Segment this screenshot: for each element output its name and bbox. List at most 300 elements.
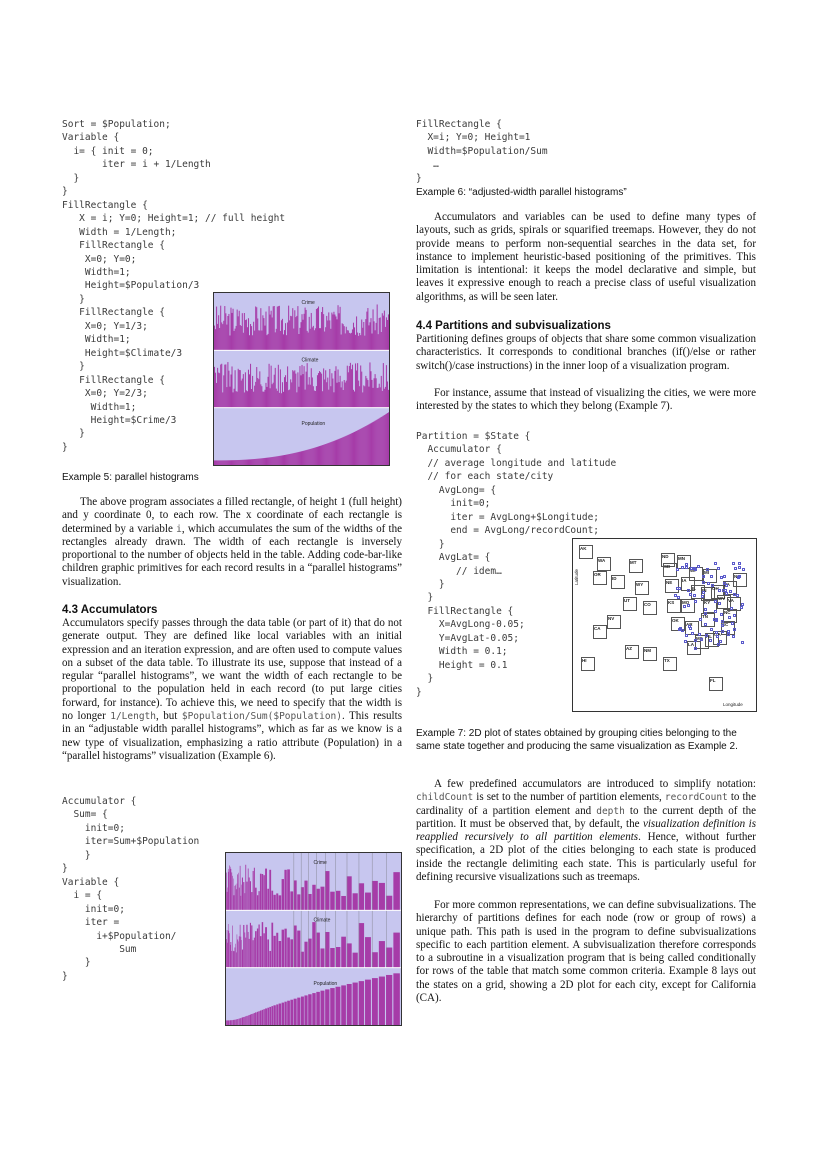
histogram-bar [284, 330, 285, 350]
histogram-bar [218, 315, 219, 350]
histogram-bar [229, 869, 230, 910]
histogram-bar [262, 315, 263, 350]
city-mark [715, 631, 718, 634]
histogram-bar [295, 453, 296, 465]
histogram-bar [324, 332, 325, 351]
histogram-bar [243, 374, 244, 408]
code-line: Width=$Population/Sum [416, 145, 548, 157]
city-mark [717, 567, 720, 570]
histogram-bar [366, 312, 367, 351]
histogram-bar [300, 451, 301, 465]
city-mark [723, 575, 726, 578]
para-text: , but [156, 710, 182, 723]
histogram-bar [369, 424, 370, 465]
emphasis: visualization definition is reapplied recursively to all partition elements [416, 817, 756, 844]
histogram-bar [306, 450, 307, 465]
histogram-bar [287, 323, 288, 351]
histogram-bar [239, 370, 240, 408]
histogram-bar [290, 891, 293, 910]
city-mark [721, 620, 724, 623]
city-mark [714, 562, 717, 565]
histogram-bar [290, 939, 293, 967]
histogram-bar [337, 319, 338, 350]
histogram-bar [289, 320, 290, 350]
state-label: WV [718, 596, 726, 601]
histogram-bar [247, 327, 248, 350]
histogram-bar [330, 442, 331, 465]
histogram-bar [234, 460, 235, 465]
histogram-bar [329, 320, 330, 350]
histogram-bar [288, 390, 289, 408]
histogram-bar [312, 993, 315, 1025]
histogram-bar [279, 895, 282, 910]
histogram-bar [307, 450, 308, 465]
state-label: CA [594, 626, 601, 631]
histogram-bar [242, 313, 243, 350]
inline-code: depth [596, 805, 625, 817]
histogram-bar [258, 891, 259, 910]
histogram-bar [352, 365, 353, 408]
histogram-bar [271, 457, 272, 465]
histogram-bar [287, 1001, 290, 1025]
histogram-bar [239, 460, 240, 465]
state-label: OK [672, 618, 679, 623]
histogram-bar [341, 438, 342, 465]
histogram-bar [270, 457, 271, 465]
histogram-bar [261, 331, 262, 351]
histogram-bar [334, 315, 335, 351]
histogram-bar [283, 455, 284, 465]
histogram-bar [288, 454, 289, 465]
histogram-bar [237, 310, 238, 351]
histogram-bar [329, 369, 330, 408]
histogram-bar [319, 446, 320, 465]
histogram-bar [359, 883, 364, 910]
histogram-bar [215, 373, 216, 408]
histogram-bar [393, 933, 399, 968]
histogram-bar [353, 893, 358, 910]
paragraph-accumulators [62, 617, 402, 763]
histogram-bar [265, 927, 267, 967]
histogram-bar [308, 894, 311, 910]
histogram-bar [221, 460, 222, 465]
histogram-bar [260, 1011, 262, 1025]
panel-divider [226, 967, 401, 968]
histogram-bar [227, 316, 228, 350]
histogram-bar [258, 459, 259, 465]
histogram-bar [249, 374, 250, 407]
histogram-bar [290, 1000, 293, 1025]
histogram-bar [250, 364, 251, 408]
histogram-bar [372, 423, 373, 465]
histogram-bar [330, 329, 331, 351]
histogram-bar [241, 326, 242, 350]
histogram-bar [257, 378, 258, 408]
state-label: MN [678, 556, 685, 561]
histogram-bar [333, 312, 334, 351]
city-mark [676, 568, 679, 571]
histogram-bar [246, 460, 247, 465]
histogram-bar [323, 368, 324, 407]
histogram-bar [268, 458, 269, 465]
code-line: X=0; Y=2/3; [62, 388, 148, 400]
histogram-bar [230, 375, 231, 408]
histogram-bar [293, 453, 294, 465]
state-label: IN [702, 588, 707, 593]
histogram-bar [251, 459, 252, 465]
histogram-bar [230, 308, 231, 351]
histogram-bar [251, 326, 252, 350]
histogram-bar [248, 370, 249, 408]
city-mark [741, 603, 744, 606]
histogram-bar [277, 456, 278, 465]
histogram-bar [340, 438, 341, 465]
state-label: NV [608, 616, 615, 621]
histogram-bar [225, 460, 226, 465]
histogram-bar [347, 876, 352, 910]
histogram-bar [215, 460, 216, 465]
histogram-bar [229, 1020, 230, 1025]
histogram-bar [239, 888, 240, 911]
histogram-bar [310, 329, 311, 351]
paragraph-above-program [62, 496, 402, 589]
histogram-bar [352, 433, 353, 465]
histogram-bar [251, 389, 252, 408]
histogram-bar [332, 441, 333, 465]
histogram-bar [312, 922, 315, 968]
histogram-bar [289, 454, 290, 465]
histogram-bar [224, 460, 225, 465]
panel-label: Population [313, 980, 338, 987]
histogram-bar [287, 869, 290, 910]
histogram-bar [305, 308, 306, 351]
code-line: Accumulator { [62, 796, 137, 807]
histogram-bar [300, 322, 301, 350]
histogram-bar [318, 373, 319, 408]
histogram-bar [283, 334, 284, 350]
histogram-bar [334, 441, 335, 465]
city-mark [720, 576, 723, 579]
state-label: KY [704, 600, 711, 605]
histogram-bar-edge [301, 910, 302, 967]
histogram-bar [285, 455, 286, 465]
histogram-bar [347, 943, 352, 967]
histogram-bar [279, 306, 280, 351]
histogram-bar [234, 389, 235, 408]
histogram-bar [218, 460, 219, 465]
histogram-bar [222, 324, 223, 350]
histogram-bar [349, 366, 350, 408]
histogram-bar [360, 365, 361, 407]
histogram-bar [246, 319, 247, 350]
code-line: } [62, 293, 85, 305]
histogram-bar [240, 370, 241, 408]
histogram-bar [214, 367, 215, 408]
histogram-bar [230, 942, 231, 968]
histogram-bar [315, 447, 316, 465]
code-line: // idem… [416, 565, 502, 577]
city-mark [684, 640, 687, 643]
histogram-svg [226, 853, 401, 1025]
histogram-bar [295, 374, 296, 408]
histogram-bar [245, 893, 246, 910]
histogram-bar [368, 424, 369, 465]
histogram-bar [254, 938, 255, 968]
histogram-bar [257, 929, 258, 968]
histogram-bar [359, 923, 364, 968]
histogram-bar [287, 454, 288, 465]
histogram-bar [366, 378, 367, 407]
histogram-bar [263, 318, 264, 350]
histogram-bar [387, 320, 388, 350]
histogram-bar [382, 313, 383, 350]
histogram-bar [324, 380, 325, 408]
city-mark [733, 628, 736, 631]
histogram-bar [235, 1020, 236, 1025]
histogram-bar [241, 885, 242, 911]
histogram-bar [264, 390, 265, 408]
para-text: A few predefined accumulators are introduced to simplify notation: [434, 778, 756, 790]
histogram-bar [342, 438, 343, 465]
histogram-bar [276, 389, 277, 408]
city-mark [674, 594, 677, 597]
histogram-bar [264, 326, 265, 351]
histogram-bar [368, 325, 369, 350]
histogram-bar [229, 933, 230, 967]
histogram-bar [384, 311, 385, 351]
histogram-bar [316, 889, 320, 911]
histogram-bar [253, 459, 254, 465]
histogram-bar [246, 390, 247, 407]
city-mark [733, 614, 736, 617]
histogram-bar [320, 948, 324, 967]
state-label: WA [598, 558, 606, 563]
histogram-bar [284, 455, 285, 465]
histogram-bar [249, 335, 250, 350]
histogram-bar [267, 387, 268, 408]
city-mark [738, 566, 741, 569]
histogram-bar [365, 426, 366, 465]
histogram-bar [345, 333, 346, 350]
histogram-bar [374, 321, 375, 350]
histogram-bar [268, 377, 269, 408]
histogram-bar [321, 374, 322, 408]
histogram-bar [367, 308, 368, 350]
histogram-bar [268, 334, 269, 350]
histogram-bar [303, 374, 304, 408]
histogram-bar [280, 456, 281, 465]
histogram-bar [320, 372, 321, 407]
histogram-bar [282, 382, 283, 407]
histogram-bar [380, 387, 381, 407]
code-line: X=AvgLong-0.05; [416, 619, 525, 631]
section-heading-4-3: 4.3 Accumulators [62, 604, 158, 616]
histogram-bar [384, 415, 385, 465]
city-mark [720, 613, 723, 616]
histogram-bar [343, 390, 344, 408]
histogram-bar [274, 457, 275, 465]
city-mark [694, 600, 697, 603]
histogram-bar [310, 385, 311, 408]
histogram-bar [246, 925, 247, 968]
histogram-bar [228, 1020, 229, 1025]
histogram-bar [297, 306, 298, 350]
histogram-bar-edge [308, 910, 309, 967]
histogram-bar [327, 320, 328, 350]
histogram-bar [344, 380, 345, 408]
histogram-bar [254, 386, 255, 408]
histogram-bar [240, 460, 241, 465]
histogram-bar [246, 882, 247, 911]
histogram-bar [364, 386, 365, 407]
code-line: } [416, 538, 445, 550]
histogram-bar [347, 330, 348, 350]
histogram-bar [265, 383, 266, 408]
city-mark [707, 582, 710, 585]
histogram-bar-edge [359, 910, 360, 967]
histogram-bar [388, 390, 389, 408]
histogram-bar [247, 391, 248, 407]
city-mark [709, 639, 712, 642]
histogram-bar [244, 460, 245, 465]
city-mark [679, 627, 682, 630]
code-line: } [62, 361, 85, 373]
histogram-bar [248, 868, 249, 910]
state-label: FL [710, 678, 716, 683]
histogram-bar [322, 391, 323, 407]
histogram-bar [313, 386, 314, 407]
histogram-bar-edge [336, 853, 337, 910]
state-label: TN [702, 614, 708, 619]
para-text: is set to the number of partition elements, [473, 791, 665, 804]
city-mark [741, 641, 744, 644]
para-text: Accumulators specify passes through the data table (or part of it) that do not generate output. They are defined like local variables with an initial expression and an iteration expression, and are often used to compute values on a subset of the data table. To illustrate its use, suppose that instead of a regular “parallel histograms”, we want the width of each rectangle to be proportional to the population held in each record (to put large cities forward, for instance). To achieve this, we need to specify that the width is no longer [62, 617, 402, 723]
histogram-bar [374, 421, 375, 465]
histogram-bar [248, 1015, 249, 1025]
histogram-bar [269, 1007, 271, 1025]
state-label: ND [662, 554, 669, 559]
histogram-bar [294, 999, 297, 1025]
histogram-bar [234, 951, 235, 967]
histogram-bar [360, 429, 361, 465]
histogram-bar [228, 460, 229, 465]
histogram-bar [243, 925, 244, 968]
histogram-bar [248, 459, 249, 465]
state-label: IL [692, 586, 696, 591]
histogram-bar [348, 372, 349, 407]
code-line: FillRectangle { [62, 374, 165, 386]
histogram-bar [235, 944, 236, 968]
histogram-bar [299, 366, 300, 408]
axis-label-y: Latitude [574, 569, 579, 586]
histogram-bar [237, 392, 238, 408]
histogram-bar [217, 324, 218, 350]
histogram-bar [343, 437, 344, 465]
histogram-bar [376, 420, 377, 465]
histogram-bar [303, 320, 304, 351]
histogram-bar [380, 418, 381, 465]
code-line: // average longitude and latitude [416, 457, 617, 469]
histogram-bar [377, 304, 378, 350]
city-mark [687, 604, 690, 607]
histogram-bar [355, 431, 356, 465]
histogram-bar [238, 460, 239, 465]
histogram-bar [271, 923, 273, 968]
histogram-bar [351, 433, 352, 465]
histogram-bar [359, 333, 360, 350]
city-mark [731, 622, 734, 625]
histogram-bar [304, 314, 305, 351]
histogram-bar [386, 975, 392, 1025]
histogram-bar [276, 329, 277, 351]
histogram-bar [239, 1019, 240, 1025]
histogram-bar [385, 387, 386, 408]
histogram-bar [228, 943, 229, 968]
histogram-bar [228, 314, 229, 350]
histogram-bar [267, 458, 268, 465]
histogram-bar [379, 883, 385, 910]
histogram-bar [255, 382, 256, 408]
histogram-bar [254, 868, 255, 911]
histogram-bar [378, 419, 379, 465]
city-mark [729, 590, 732, 593]
histogram-bar [291, 316, 292, 350]
histogram-bar [376, 323, 377, 350]
code-line: } [416, 592, 434, 604]
histogram-bar [347, 984, 352, 1025]
histogram-bar [302, 365, 303, 408]
histogram-bar [229, 865, 230, 910]
histogram-bar [232, 1020, 233, 1025]
histogram-bar [363, 385, 364, 407]
histogram-bar [265, 312, 266, 351]
histogram-bar [361, 320, 362, 351]
histogram-bar [237, 1019, 238, 1025]
histogram-bar [330, 948, 334, 968]
histogram-bar [237, 1019, 238, 1025]
histogram-bar [337, 383, 338, 408]
histogram-bar [335, 440, 336, 465]
state-label: LA [688, 642, 694, 647]
histogram-bar [267, 1008, 269, 1025]
histogram-bar [339, 439, 340, 465]
histogram-bar [220, 306, 221, 351]
histogram-bar [276, 456, 277, 465]
histogram-bar [232, 876, 233, 911]
histogram-bar [278, 456, 279, 465]
panel-label: Climate [313, 917, 331, 924]
histogram-bar [319, 371, 320, 408]
state-label: NE [666, 580, 673, 585]
histogram-bar [304, 451, 305, 465]
histogram-bar [236, 326, 237, 350]
state-label: AK [580, 546, 587, 551]
histogram-bar [379, 941, 385, 968]
histogram-bar [332, 314, 333, 350]
histogram-bar [263, 875, 264, 910]
histogram-bar [313, 326, 314, 350]
histogram-bar [372, 333, 373, 350]
histogram-bar [215, 329, 216, 350]
histogram-svg [214, 293, 389, 465]
histogram-bar [381, 417, 382, 465]
histogram-bar [229, 931, 230, 968]
histogram-bar [262, 392, 263, 408]
histogram-bar [358, 430, 359, 465]
histogram-bar [262, 922, 263, 968]
histogram-bar [227, 460, 228, 465]
code-line: i+$Population/ [62, 930, 177, 942]
